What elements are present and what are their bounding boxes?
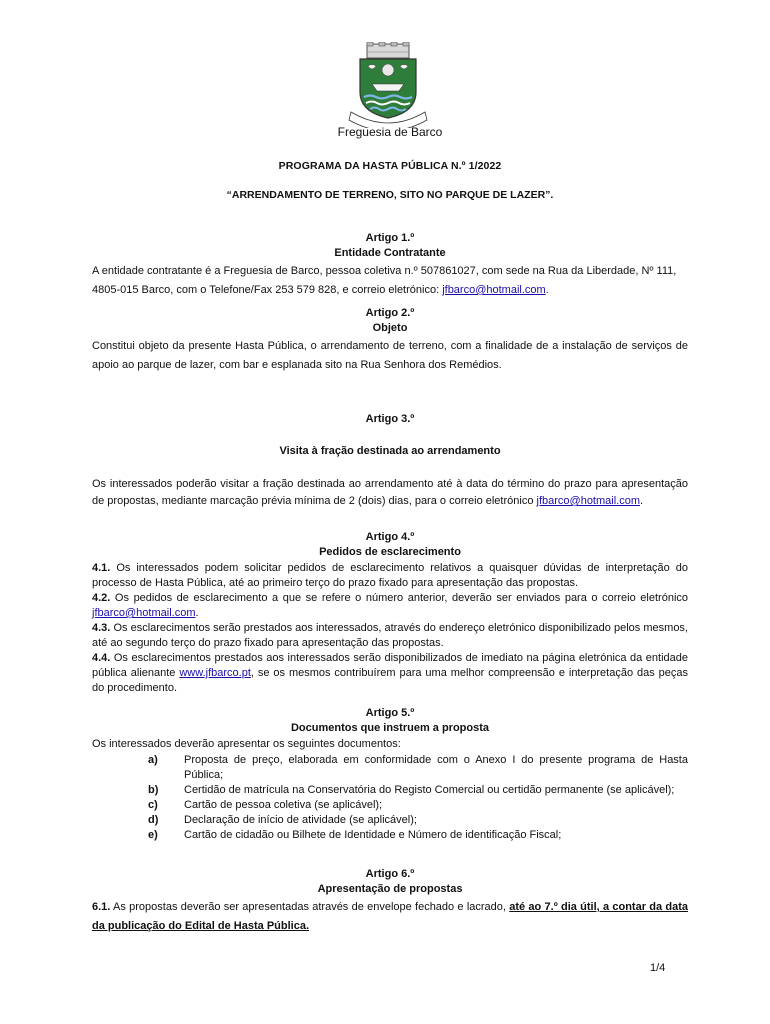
article-1-number: Artigo 1.º — [365, 232, 415, 244]
email-link[interactable]: jfbarco@hotmail.com — [442, 284, 546, 296]
article-4-title: Pedidos de esclarecimento — [319, 546, 461, 558]
email-link[interactable]: jfbarco@hotmail.com — [92, 607, 196, 619]
article-2-title: Objeto — [372, 322, 408, 334]
list-item: d) Declaração de início de atividade (se aplicável); — [148, 814, 417, 826]
list-item: e) Cartão de cidadão ou Bilhete de Identidade e Número de identificação Fiscal; — [148, 829, 562, 841]
article-6-number: Artigo 6.º — [365, 868, 415, 880]
article-3-text: Os interessados poderão visitar a fração destinada ao arrendamento até à data do término do prazo para apresentação de propostas, mediante marcação prévia mínima de 2 (dois) dias, para o correio eletrónico jfbarco@hotmail.com. — [92, 478, 688, 507]
paragraph-6-1: 6.1. As propostas deverão ser apresentadas através de envelope fechado e lacrado, até ao 7.º dia útil, a contar da data da publicação do Edital de Hasta Pública. — [92, 901, 688, 932]
paragraph-4-1: 4.1. Os interessados podem solicitar pedidos de esclarecimento relativos a quaisquer dúvidas de interpretação do processo de Hasta Pública, até ao primeiro terço do prazo fixado para apresentação das propostas. — [92, 562, 688, 589]
article-2-text: Constitui objeto da presente Hasta Pública, o arrendamento de terreno, com a finalidade de a instalação de serviços de apoio ao parque de lazer, com bar e esplanada sito na Rua Senhora dos Remédios. — [92, 340, 688, 371]
article-3-title: Visita à fração destinada ao arrendamento — [279, 445, 501, 457]
list-item: a) Proposta de preço, elaborada em conformidade com o Anexo I do presente programa de Hasta Pública; — [148, 754, 688, 781]
program-title: PROGRAMA DA HASTA PÚBLICA N.º 1/2022 — [278, 160, 502, 172]
article-6-title: Apresentação de propostas — [317, 883, 463, 895]
paragraph-4-3: 4.3. Os esclarecimentos serão prestados aos interessados, através do endereço eletrónico disponibilizado pelos mesmos, até ao segundo terço do prazo fixado para apresentação das propostas. — [92, 622, 688, 649]
article-1-title: Entidade Contratante — [334, 247, 446, 259]
article-3-number: Artigo 3.º — [365, 413, 415, 425]
article-5-number: Artigo 5.º — [365, 707, 415, 719]
paragraph-4-2: 4.2. Os pedidos de esclarecimento a que se refere o número anterior, deverão ser enviados para o correio eletrónico jfbarco@hotmail.com. — [92, 592, 688, 619]
article-4-number: Artigo 4.º — [365, 531, 415, 543]
organization-name: Freguesia de Barco — [337, 125, 443, 139]
article-2-number: Artigo 2.º — [365, 307, 415, 319]
article-4-body — [92, 561, 688, 696]
page-number: 1/4 — [650, 962, 666, 974]
list-item: c) Cartão de pessoa coletiva (se aplicável); — [148, 799, 383, 811]
documents-list — [148, 753, 688, 843]
article-5-title: Documentos que instruem a proposta — [290, 722, 490, 734]
article-1-text: A entidade contratante é a Freguesia de Barco, pessoa coletiva n.º 507861027, com sede na Rua da Liberdade, Nº 111, 4805-015 Barco, com o Telefone/Fax 253 579 828, e correio eletrónico: jfbarco@hotmail.com. — [92, 265, 677, 296]
website-link[interactable]: www.jfbarco.pt — [179, 667, 251, 679]
list-item: b) Certidão de matrícula na Conservatória do Registo Comercial ou certidão permanente (se aplicável); — [148, 784, 675, 796]
program-subject: “ARRENDAMENTO DE TERRENO, SITO NO PARQUE DE LAZER”. — [226, 189, 554, 201]
coat-of-arms-logo — [343, 42, 433, 128]
paragraph-4-4: 4.4. Os esclarecimentos prestados aos interessados serão disponibilizados de imediato na página eletrónica da entidade pública alienante www.jfbarco.pt, se os mesmos contribuírem para uma melhor compreensão e interpretação das peças do procedimento. — [92, 652, 689, 694]
deadline-emphasis: até ao 7.º dia útil, a contar da data da publicação do Edital de Hasta Pública. — [92, 901, 688, 932]
email-link[interactable]: jfbarco@hotmail.com — [536, 495, 640, 507]
article-5-intro: Os interessados deverão apresentar os seguintes documentos: — [92, 738, 401, 750]
